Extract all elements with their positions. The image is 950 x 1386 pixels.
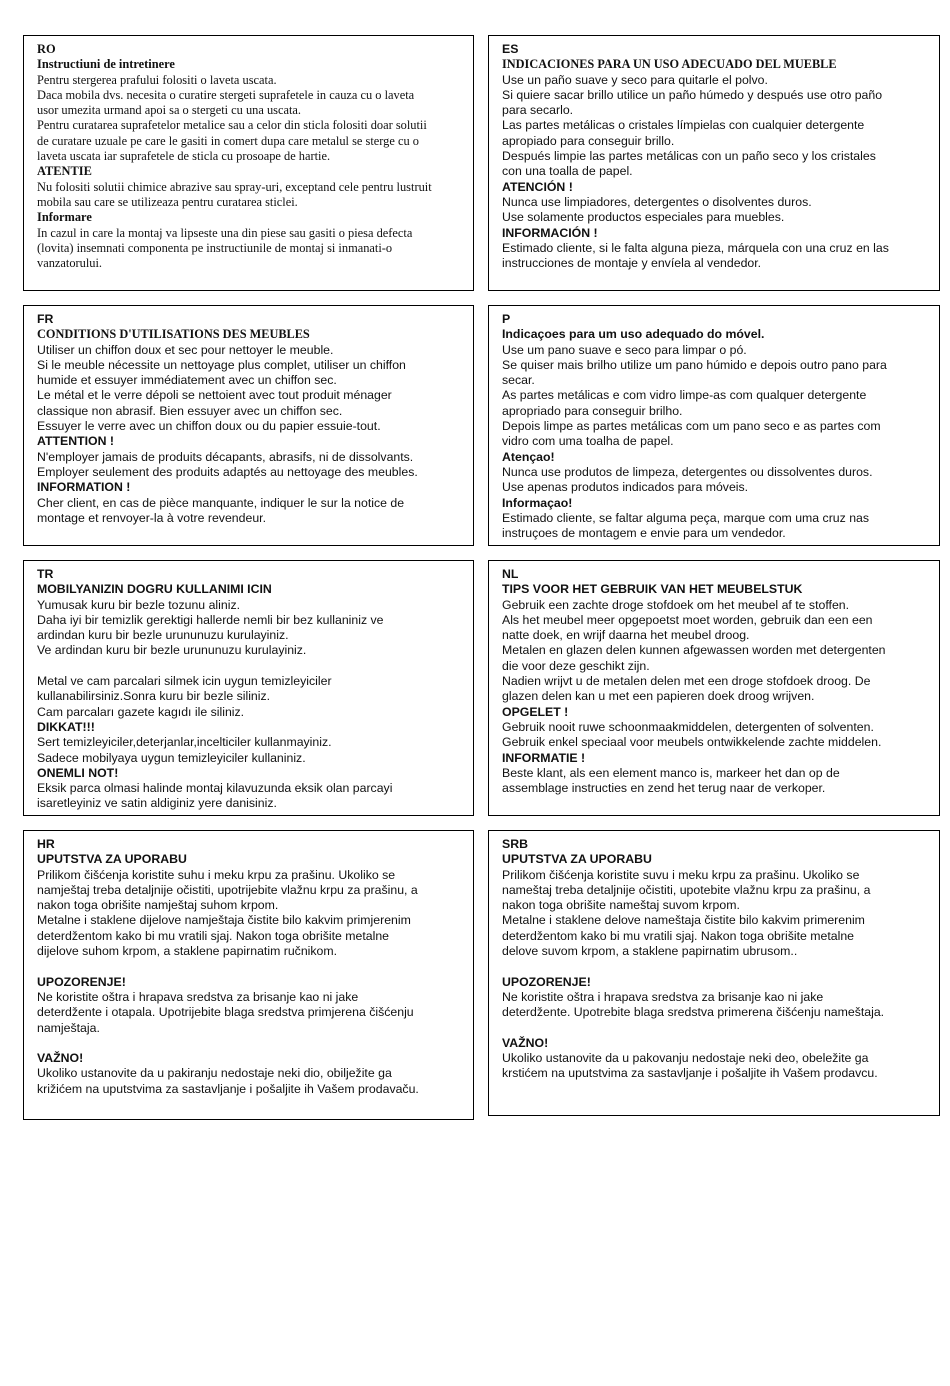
section-heading: Informaçao! xyxy=(502,495,573,510)
body-text-line: Si le meuble nécessite un nettoyage plus complet, utiliser un chiffon xyxy=(37,357,406,372)
body-text-line: classique non abrasif. Bien essuyer avec un chiffon sec. xyxy=(37,403,343,418)
body-text-line: mobila sau care se utilizeaza pentru curatarea sticlei. xyxy=(37,194,298,209)
section-tr xyxy=(23,560,474,816)
body-text-line: Sert temizleyiciler,deterjanlar,incelticiler kullanmayiniz. xyxy=(37,735,332,750)
blank-line xyxy=(502,1021,929,1036)
section-heading: OPGELET ! xyxy=(502,704,569,719)
body-text-line: N'employer jamais de produits décapants, abrasifs, ni de dissolvants. xyxy=(37,449,414,464)
body-text-line: vanzatorului. xyxy=(37,256,103,271)
body-text-line: As partes metálicas e com vidro limpe-as com qualquer detergente xyxy=(502,388,867,403)
body-text-line: Estimado cliente, si le falta alguna pieza, márquela con una cruz en las xyxy=(502,240,889,255)
body-text-line: secar. xyxy=(502,373,535,388)
body-text-line: Gebruik nooit ruwe schoonmaakmiddelen, detergenten of solventen. xyxy=(502,719,874,734)
section-fr xyxy=(23,305,474,546)
body-text-line: usor umezita urmand apoi sa o stergeti cu una uscata. xyxy=(37,103,302,118)
body-text-line: apropriado para conseguir brilho. xyxy=(502,403,683,418)
body-text-line: isaretleyiniz ve satin aldiginiz yere danisiniz. xyxy=(37,796,277,811)
body-text-line: de curatare uzuale pe care le gasiti in comert dupa care metalul se sterge cu o xyxy=(37,133,419,148)
blank-line xyxy=(37,659,463,674)
body-text-line: Le métal et le verre dépoli se nettoient avec tout produit ménager xyxy=(37,388,392,403)
body-text-line: Essuyer le verre avec un chiffon doux ou du papier essuie-tout. xyxy=(37,419,381,434)
body-text-line: deterdžente i otapala. Upotrijebite blaga sredstva primjerena čišćenju xyxy=(37,1005,414,1020)
body-text-line: instrucciones de montaje y envíela al vendedor. xyxy=(502,256,762,271)
language-code: TR xyxy=(37,567,54,581)
section-heading: VAŽNO! xyxy=(502,1035,549,1050)
body-text-line: Se quiser mais brilho utilize um pano húmido e depois outro pano para xyxy=(502,357,887,372)
body-text-line: Use apenas produtos indicados para móveis. xyxy=(502,480,749,495)
body-text-line: Pentru curatarea suprafetelor metalice sau a celor din sticla folositi doar solutii xyxy=(37,118,427,133)
body-text-line: Cam parcaları gazete kagıdı ile siliniz. xyxy=(37,704,245,719)
body-text-line: con una toalla de papel. xyxy=(502,164,633,179)
body-text-line: die voor deze geschikt zijn. xyxy=(502,658,650,673)
body-text-line: namještaja. xyxy=(37,1020,100,1035)
language-code: ES xyxy=(502,42,519,56)
body-text-line: natte doek, en wrijf daarna het meubel droog. xyxy=(502,628,750,643)
body-text-line: Nu folositi solutii chimice abrazive sau spray-uri, exceptand cele pentru lustruit xyxy=(37,179,432,194)
blank-line xyxy=(37,959,463,974)
section-srb xyxy=(488,830,940,1116)
language-code: HR xyxy=(37,837,55,851)
body-text-line: Eksik parca olmasi halinde montaj kilavuzunda eksik olan parcayi xyxy=(37,781,393,796)
section-heading: INFORMATIE ! xyxy=(502,750,586,765)
body-text-line: Ve ardindan kuru bir bezle urununuzu kurulayiniz. xyxy=(37,643,307,658)
body-text-line: Use um pano suave e seco para limpar o pó. xyxy=(502,342,747,357)
body-text-line: Daha iyi bir temizlik gerektigi hallerde nemli bir bez kullaniniz ve xyxy=(37,612,384,627)
body-text-line: Metalne i staklene dijelove namještaja čistite bilo kakvim primjerenim xyxy=(37,913,411,928)
body-text-line: para secarlo. xyxy=(502,103,574,118)
body-text-line: delove suvom krpom, a staklene papirnatim ubrusom.. xyxy=(502,944,798,959)
body-text-line: Ukoliko ustanovite da u pakovanju nedostaje neki deo, obeležite ga xyxy=(502,1051,869,1066)
section-heading: ONEMLI NOT! xyxy=(37,765,119,780)
body-text-line: Ne koristite oštra i hrapava sredstva za brisanje kao ni jake xyxy=(37,989,359,1004)
body-text-line: Ne koristite oštra i hrapava sredstva za brisanje kao ni jake xyxy=(502,989,824,1004)
body-text-line: apropiado para conseguir brillo. xyxy=(502,133,675,148)
section-heading: INFORMATION ! xyxy=(37,480,131,495)
section-heading: INDICACIONES PARA UN USO ADECUADO DEL MUEBLE xyxy=(502,57,837,72)
body-text-line: Gebruik enkel speciaal voor meubels ontwikkelende zachte middelen. xyxy=(502,735,882,750)
section-heading: ATENTIE xyxy=(37,164,92,179)
body-text-line: Prilikom čišćenja koristite suhu i meku krpu za prašinu. Ukoliko se xyxy=(37,867,396,882)
section-heading: UPOZORENJE! xyxy=(502,974,591,989)
section-ro xyxy=(23,35,474,291)
body-text-line: Pentru stergerea prafului folositi o laveta uscata. xyxy=(37,72,277,87)
body-text-line: Prilikom čišćenja koristite suvu i meku krpu za prašinu. Ukoliko se xyxy=(502,867,860,882)
body-text-line: križićem na uputstvima za sastavljanje i pošaljite ih Vašem prodavaču. xyxy=(37,1081,419,1096)
body-text-line: Si quiere sacar brillo utilice un paño húmedo y después use otro paño xyxy=(502,87,883,102)
body-text-line: instruçoes de montagem e envie para um vendedor. xyxy=(502,526,786,541)
body-text-line: In cazul in care la montaj va lipseste una din piese sau gasiti o piesa defecta xyxy=(37,225,413,240)
body-text-line: Als het meubel meer opgepoetst moet worden, gebruik dan een een xyxy=(502,612,873,627)
blank-line xyxy=(37,1036,463,1051)
body-text-line: Daca mobila dvs. necesita o curatire stergeti suprafetele in cauza cu o laveta xyxy=(37,87,415,102)
language-code: SRB xyxy=(502,837,528,851)
body-text-line: deterdžente. Upotrebite blaga sredstva primerena čišćenju nameštaja. xyxy=(502,1005,885,1020)
body-text-line: glazen delen kan u met een papieren doek droog wrijven. xyxy=(502,689,815,704)
body-text-line: krstićem na uputstvima za sastavljanje i pošaljite ih Vašem prodavcu. xyxy=(502,1066,878,1081)
body-text-line: Sadece mobilyaya uygun temizleyiciler kullaniniz. xyxy=(37,750,306,765)
body-text-line: Gebruik een zachte droge stofdoek om het meubel af te stoffen. xyxy=(502,597,850,612)
section-heading: ATTENTION ! xyxy=(37,434,114,449)
body-text-line: Después limpie las partes metálicas con un paño seco y los cristales xyxy=(502,149,876,164)
body-text-line: deterdžentom kako bi mu vratili sjaj. Nakon toga obrišite metalne xyxy=(37,928,389,943)
body-text-line: Utiliser un chiffon doux et sec pour nettoyer le meuble. xyxy=(37,342,334,357)
body-text-line: Metalne i staklene delove nameštaja čistite bilo kakvim primerenim xyxy=(502,913,865,928)
blank-line xyxy=(502,959,929,974)
section-heading: UPUTSTVA ZA UPORABU xyxy=(502,852,652,867)
body-text-line: montage et renvoyer-la à votre revendeur. xyxy=(37,510,266,525)
language-code: RO xyxy=(37,42,56,56)
section-heading: MOBILYANIZIN DOGRU KULLANIMI ICIN xyxy=(37,582,272,597)
body-text-line: Nunca use produtos de limpeza, detergentes ou dissolventes duros. xyxy=(502,464,873,479)
body-text-line: nakon toga obrišite nameštaj suvom krpom. xyxy=(502,898,740,913)
body-text-line: laveta uscata iar suprafetele de sticla cu prosoape de hartie. xyxy=(37,149,331,164)
body-text-line: namještaj treba detaljnije očistiti, upotrijebite vlažnu krpu za prašinu, a xyxy=(37,882,418,897)
language-code: FR xyxy=(37,312,54,326)
body-text-line: Metal ve cam parcalari silmek icin uygun temizleyiciler xyxy=(37,674,332,689)
section-heading: Indicaçoes para um uso adequado do móvel. xyxy=(502,327,765,342)
body-text-line: (lovita) insemnati componenta pe instructiunile de montaj si inmanati-o xyxy=(37,240,393,255)
body-text-line: humide et essuyer immédiatement avec un chiffon sec. xyxy=(37,373,337,388)
body-text-line: nakon toga obrišite namještaj suhom krpom. xyxy=(37,898,279,913)
section-heading: ATENCIÓN ! xyxy=(502,179,573,194)
body-text-line: Nadien wrijvt u de metalen delen met een droge stofdoek droog. De xyxy=(502,674,871,689)
section-heading: UPUTSTVA ZA UPORABU xyxy=(37,852,187,867)
body-text-line: kullanabilirsiniz.Sonra kuru bir bezle siliniz. xyxy=(37,689,271,704)
section-nl xyxy=(488,560,940,816)
body-text-line: Las partes metálicas o cristales límpielas con cualquier detergente xyxy=(502,118,865,133)
body-text-line: Estimado cliente, se faltar alguma peça, marque com uma cruz nas xyxy=(502,510,870,525)
body-text-line: nameštaj treba detaljnije očistiti, upotebite vlažnu krpu za prašinu, a xyxy=(502,882,871,897)
section-heading: Atençao! xyxy=(502,449,555,464)
section-es xyxy=(488,35,940,291)
body-text-line: Nunca use limpiadores, detergentes o disolventes duros. xyxy=(502,194,812,209)
body-text-line: ardindan kuru bir bezle urununuzu kurulayiniz. xyxy=(37,628,289,643)
body-text-line: assemblage instructies en zend het terug naar de verkoper. xyxy=(502,781,826,796)
body-text-line: Yumusak kuru bir bezle tozunu aliniz. xyxy=(37,597,241,612)
section-heading: VAŽNO! xyxy=(37,1051,84,1066)
body-text-line: Employer seulement des produits adaptés au nettoyage des meubles. xyxy=(37,464,418,479)
body-text-line: vidro com uma toalha de papel. xyxy=(502,434,674,449)
language-code: P xyxy=(502,312,511,326)
language-code: NL xyxy=(502,567,519,581)
body-text-line: Cher client, en cas de pièce manquante, indiquer le sur la notice de xyxy=(37,495,405,510)
body-text-line: dijelove suhom krpom, a staklene papirnatim ručnikom. xyxy=(37,944,338,959)
body-text-line: Ukoliko ustanovite da u pakiranju nedostaje neki dio, obilježite ga xyxy=(37,1066,392,1081)
body-text-line: Beste klant, als een element manco is, markeer het dan op de xyxy=(502,765,840,780)
section-heading: CONDITIONS D'UTILISATIONS DES MEUBLES xyxy=(37,327,310,342)
section-hr xyxy=(23,830,474,1120)
section-heading: Instructiuni de intretinere xyxy=(37,57,175,72)
section-heading: Informare xyxy=(37,210,92,225)
body-text-line: Metalen en glazen delen kunnen afgewassen worden met detergenten xyxy=(502,643,886,658)
section-heading: DIKKAT!!! xyxy=(37,719,95,734)
body-text-line: Depois limpe as partes metálicas com um pano seco e as partes com xyxy=(502,419,881,434)
section-heading: TIPS VOOR HET GEBRUIK VAN HET MEUBELSTUK xyxy=(502,582,803,597)
body-text-line: Use un paño suave y seco para quitarle el polvo. xyxy=(502,72,768,87)
body-text-line: deterdžentom kako bi mu vratili sjaj. Nakon toga obrišite metalne xyxy=(502,928,854,943)
section-heading: INFORMACIÓN ! xyxy=(502,225,598,240)
body-text-line: Use solamente productos especiales para muebles. xyxy=(502,210,785,225)
section-p xyxy=(488,305,940,546)
section-heading: UPOZORENJE! xyxy=(37,974,126,989)
